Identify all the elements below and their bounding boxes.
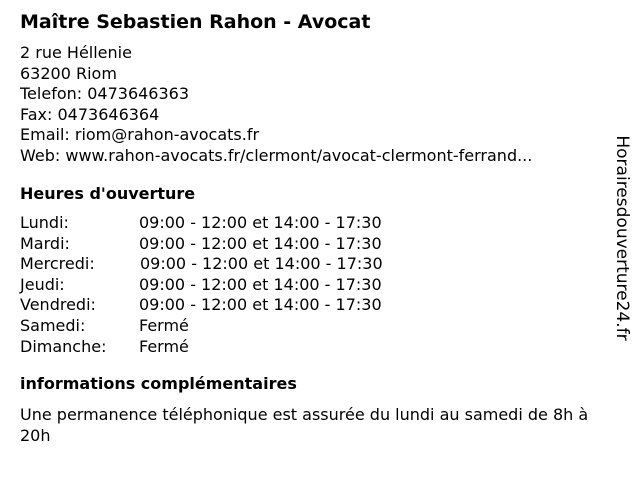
time-value: 09:00 - 12:00 et 14:00 - 17:30	[139, 295, 382, 315]
hours-heading: Heures d'ouverture	[20, 184, 196, 203]
phone-text: Telefon: 0473646363	[20, 84, 190, 104]
time-value: 09:00 - 12:00 et 14:00 - 17:30	[140, 254, 383, 274]
address-line-1: 2 rue Héllenie	[20, 43, 132, 62]
email-text: Email: riom@rahon-avocats.fr	[20, 125, 260, 145]
day-label: Vendredi:	[20, 295, 96, 315]
time-value: 09:00 - 12:00 et 14:00 - 17:30	[139, 274, 382, 294]
business-title: Maître Sebastien Rahon - Avocat	[20, 11, 371, 33]
info-text: Une permanence téléphonique est assurée du lundi au samedi de 8h à 20h	[20, 405, 589, 445]
address-line-2: 63200 Riom	[20, 63, 117, 83]
day-label: Samedi:	[20, 315, 86, 335]
day-label: Lundi:	[20, 213, 69, 232]
fax-text: Fax: 0473646364	[20, 104, 160, 124]
time-value: 09:00 - 12:00 et 14:00 - 17:30	[139, 213, 382, 232]
day-label: Mardi:	[20, 233, 70, 253]
day-label: Dimanche:	[20, 336, 107, 356]
web-text: Web: www.rahon-avocats.fr/clermont/avocat-clermont-ferrand...	[20, 145, 533, 165]
info-heading: informations complémentaires	[20, 374, 297, 393]
time-value: Fermé	[139, 336, 189, 356]
watermark-text: Horairesdouverture24.fr	[612, 135, 632, 341]
contact-block	[20, 43, 532, 167]
day-label: Jeudi:	[20, 274, 65, 294]
time-value: 09:00 - 12:00 et 14:00 - 17:30	[139, 233, 382, 253]
time-value: Fermé	[139, 315, 189, 335]
day-label: Mercredi:	[20, 254, 95, 274]
site-watermark	[611, 134, 633, 342]
